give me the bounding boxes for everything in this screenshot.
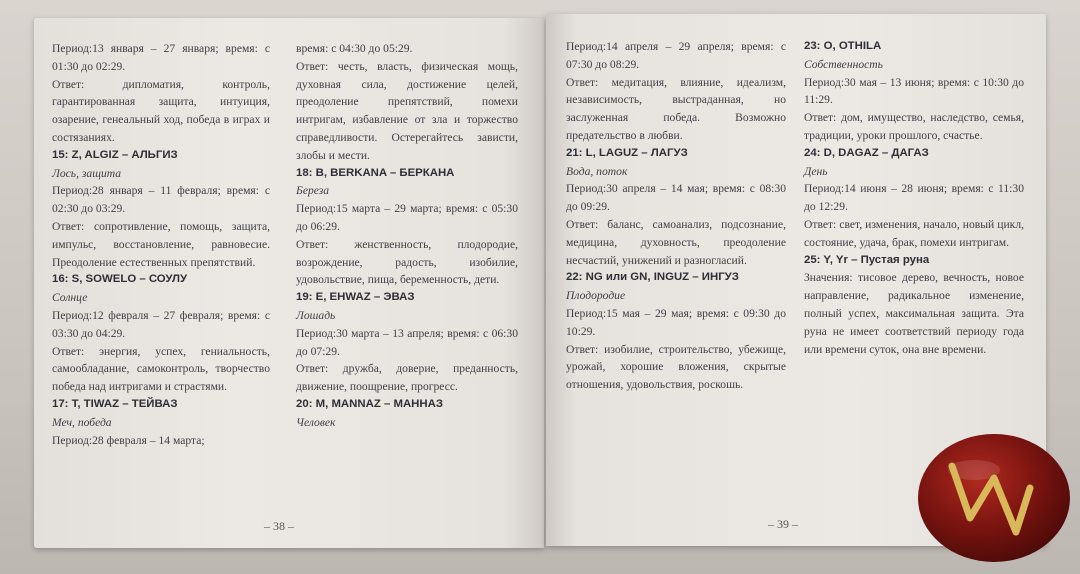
rune-heading: 17: T, TIWAZ – ТЕЙВАЗ — [52, 397, 178, 410]
rune-heading: 24: D, DAGAZ – ДАГАЗ — [804, 146, 929, 159]
body-text: Ответ: женственность, плодородие, возрождение, радость, изобилие, удовольствие, пища, беременность, дети. — [296, 237, 518, 287]
text-column-4 — [804, 38, 1024, 358]
body-text: Период:14 июня – 28 июня; время: с 11:30 до 12:29. — [804, 182, 1024, 214]
rune-heading: 16: S, SOWELO – СОУЛУ — [52, 273, 188, 286]
body-text: Ответ: честь, власть, физическая мощь, духовная сила, достижение целей, преодоление препятствий, помехи интригам, избавление от зла и торжество справедливости. Остерегайтесь зависти, злобы и мести. — [296, 59, 518, 162]
rune-meaning: Береза — [296, 184, 330, 198]
body-text: Ответ: дом, имущество, наследство, семья, традиции, уроки прошлого, счастье. — [804, 111, 1024, 142]
body-text: Период:30 апреля – 14 мая; время: с 08:30 до 09:29. — [566, 182, 786, 214]
rune-heading: 22: NG или GN, INGUZ – ИНГУЗ — [566, 271, 739, 284]
rune-heading: 21: L, LAGUZ – ЛАГУЗ — [566, 146, 688, 159]
stone-body — [918, 434, 1070, 562]
page-number-right: – 39 – — [768, 517, 798, 531]
body-text: Период:15 мая – 29 мая; время: с 09:30 до 10:29. — [566, 306, 786, 338]
rune-heading: 23: O, OTHILA — [804, 40, 882, 52]
body-text: время: с 04:30 до 05:29. — [296, 42, 413, 55]
body-text: Период:30 марта – 13 апреля; время: с 06:30 до 07:29. — [296, 326, 518, 358]
body-text: Период:30 мая – 13 июня; время: с 10:30 до 11:29. — [804, 75, 1024, 107]
rune-heading: 19: E, EHWAZ – ЭВАЗ — [296, 291, 415, 304]
body-text: Ответ: дружба, доверие, преданность, движение, поощрение, прогресс. — [296, 362, 518, 394]
text-column-3 — [566, 38, 786, 394]
body-text: Период:28 января – 11 февраля; время: с 02:30 до 03:29. — [52, 184, 270, 216]
rune-meaning: Вода, поток — [566, 164, 628, 178]
body-text: Период:28 февраля – 14 марта; — [52, 433, 205, 447]
body-text: Ответ: свет, изменения, начало, новый цикл, состояние, удача, брак, помехи интригам. — [804, 217, 1024, 249]
booklet-page-left — [34, 18, 544, 548]
body-text: Период:13 января – 27 января; время: с 01:30 до 02:29. — [52, 42, 270, 73]
body-text: Ответ: сопротивление, помощь, защита, импульс, восстановление, равновесие. Преодоление естественных препятствий. — [52, 219, 270, 269]
yr-rune-stone-icon — [912, 426, 1072, 564]
body-text: Ответ: медитация, влияние, идеализм, независимость, выстраданная, но заслуженная победа. Возможно предательство в любви. — [566, 75, 786, 142]
body-text: Ответ: изобилие, строительство, убежище, урожай, хорошие вложения, скрытые отношения, удовольствия, роскошь. — [566, 342, 786, 392]
rune-meaning: Лошадь — [296, 308, 336, 322]
body-text: Ответ: энергия, успех, гениальность, самообладание, самоконтроль, творчество победа над интригами и страстями. — [52, 344, 270, 394]
page-number-left: – 38 – — [264, 519, 294, 533]
rune-heading: 18: B, BERKANA – БЕРКАНА — [296, 166, 455, 179]
rune-meaning: Собственность — [804, 57, 883, 71]
body-text: Ответ: баланс, самоанализ, подсознание, медицина, духовность, преодоление несчастий, унижений и разногласий. — [566, 217, 786, 267]
text-column-1 — [52, 40, 270, 449]
rune-heading: 20: M, MANNAZ – МАННАЗ — [296, 397, 443, 410]
rune-meaning: Лось, защита — [52, 166, 122, 180]
body-text: Ответ: дипломатия, контроль, гарантированная защита, интуиция, озарение, генеальный ход, победа в играх и состязаниях. — [52, 77, 270, 144]
rune-meaning: Плодородие — [566, 289, 626, 303]
body-text: Период:14 апреля – 29 апреля; время: с 07:30 до 08:29. — [566, 40, 786, 71]
rune-meaning: Человек — [296, 415, 336, 429]
body-text: Период:12 февраля – 27 февраля; время: с 03:30 до 04:29. — [52, 308, 270, 340]
rune-meaning: День — [804, 164, 828, 178]
text-column-2 — [296, 40, 518, 432]
body-text: Период:15 марта – 29 марта; время: с 05:30 до 06:29. — [296, 202, 518, 233]
rune-heading: 15: Z, ALGIZ – АЛЬГИЗ — [52, 148, 178, 161]
body-text: Значения: тисовое дерево, вечность, новое направление, радикальное изменение, полный успех, максимальная защита. Эта руна не имеет соответствий периоду года или времени суток, она вне времени. — [804, 271, 1024, 356]
rune-meaning: Меч, победа — [52, 415, 112, 429]
rune-meaning: Солнце — [52, 291, 88, 305]
rune-heading: 25: Y, Yr – Пустая руна — [804, 253, 930, 266]
